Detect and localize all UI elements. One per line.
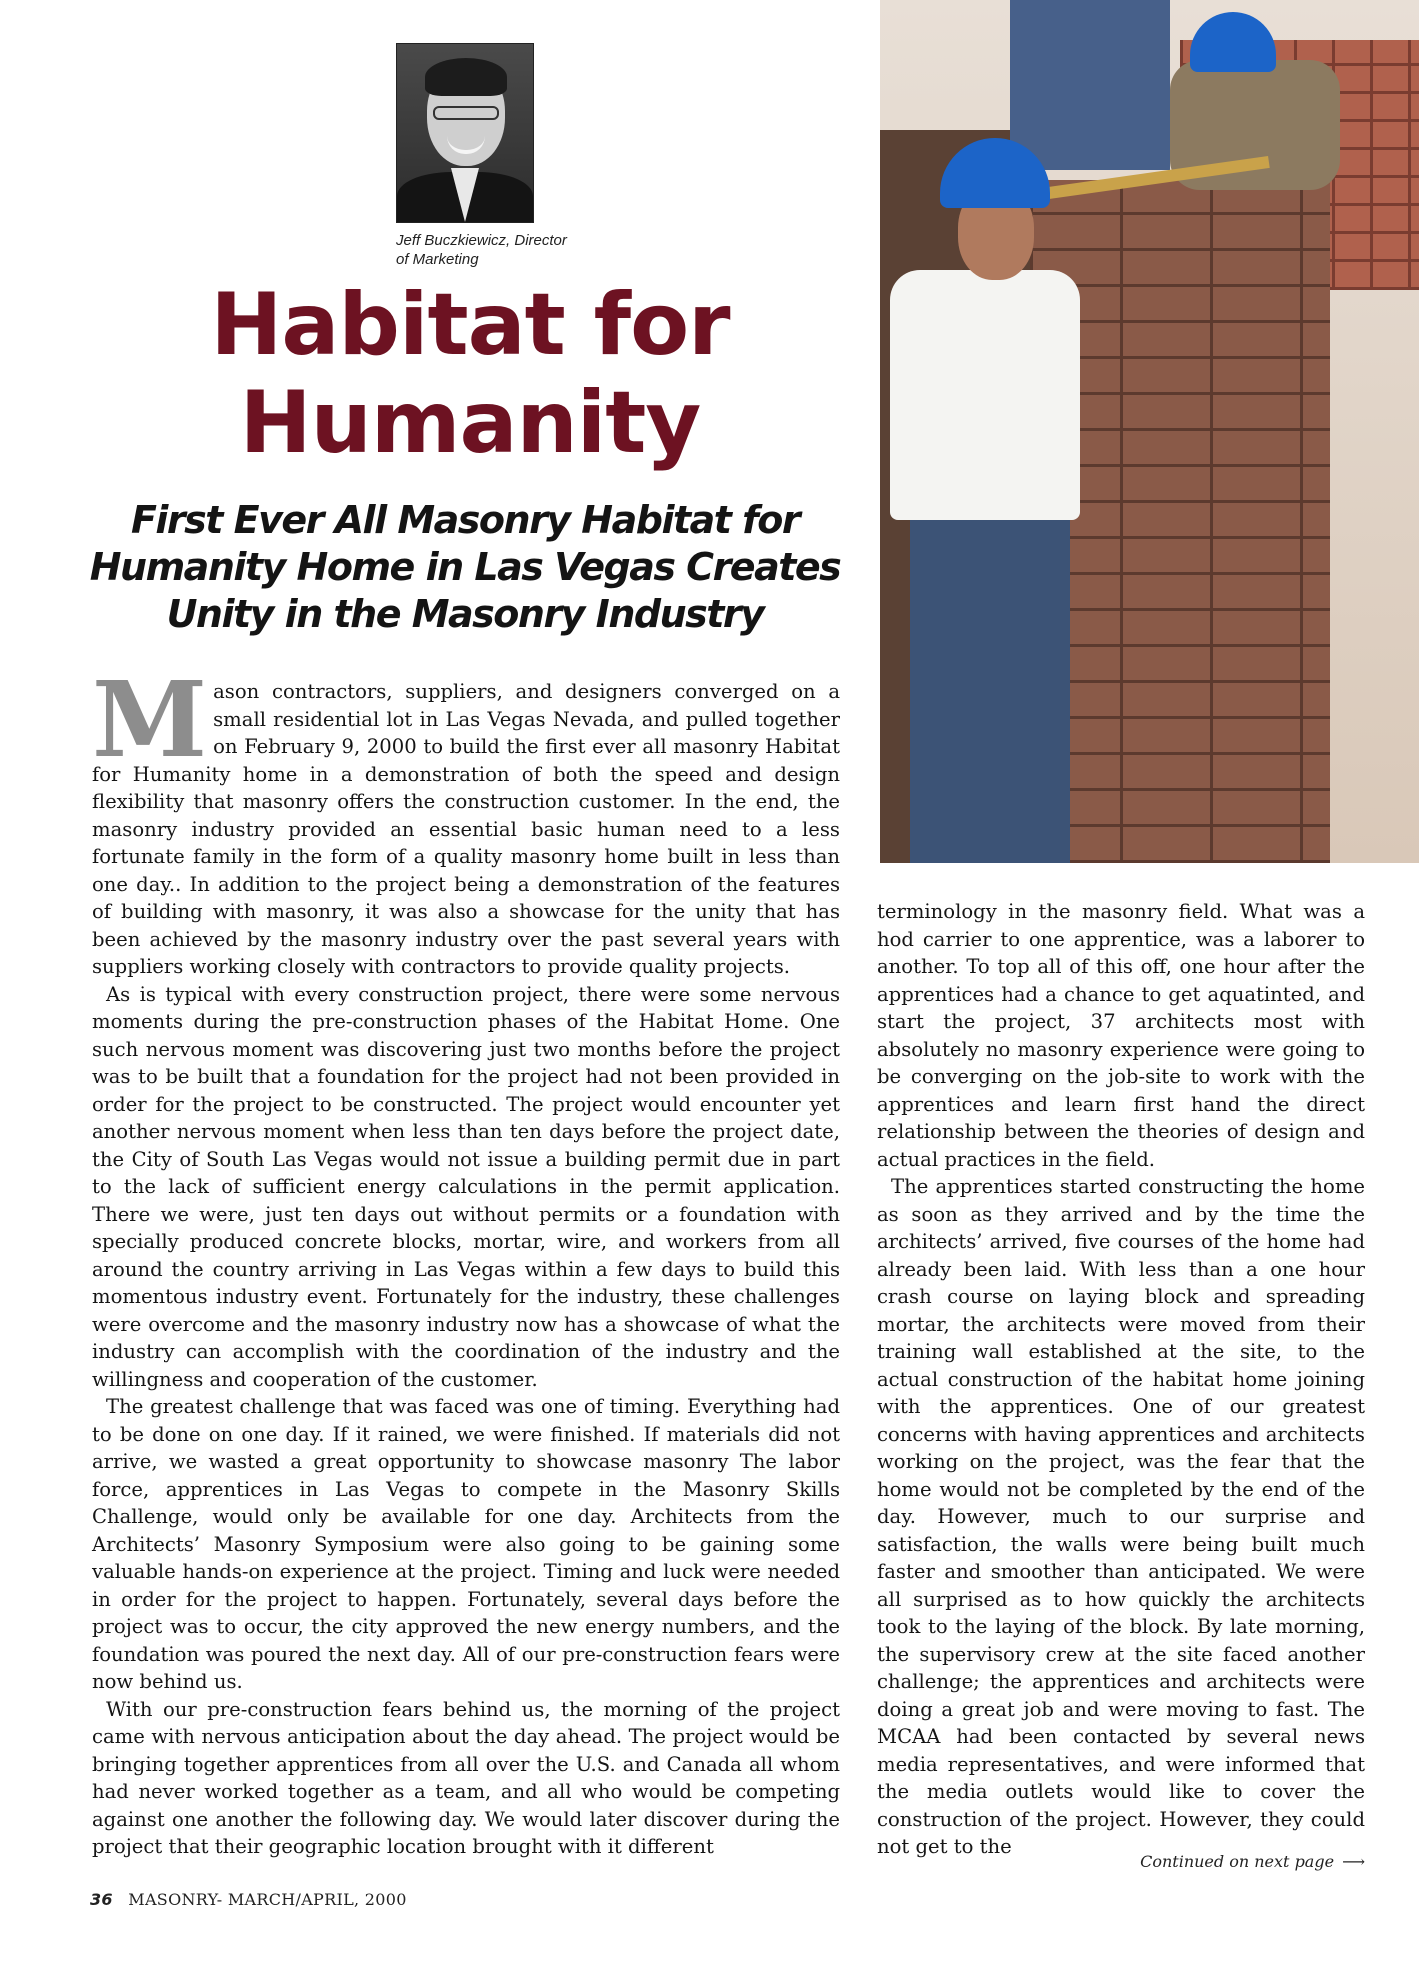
article-paragraph: As is typical with every construction project, there were some nervous moments during the pre-construction phases of the Habitat Home. One such nervous moment was discovering just two months before the project was to be built that a foundation for the project had not been provided in order for the project to be constructed. The project would encounter yet another nervous moment when less than ten days before the project date, the City of South Las Vegas would not issue a building permit due in part to the lack of sufficient energy calculations in the permit application. There we were, just ten days out without permits or a foundation with specially produced concrete blocks, mortar, wire, and workers from all around the country arriving in Las Vegas within a few days to build this momentous industry event. Fortunately for the industry, these challenges were overcome and the masonry industry now has a showcase of what the industry can accomplish with the coordination of the industry and the willingness and cooperation of the customer. xyxy=(92,982,840,1391)
title-line: Habitat for xyxy=(210,275,730,375)
page-footer xyxy=(90,1890,407,1909)
publication-name: MASONRY- MARCH/APRIL, 2000 xyxy=(128,1890,407,1909)
article-subtitle xyxy=(60,497,870,638)
arrow-right-icon: ⟶ xyxy=(1342,1852,1365,1871)
article-column-left xyxy=(92,658,840,1861)
subtitle-line: Humanity Home in Las Vegas Creates xyxy=(89,545,841,589)
article-paragraph: With our pre-construction fears behind us, the morning of the project came with nervous anticipation about the day ahead. The project would be bringing together apprentices from all over the U.S. and Canada all whom had never worked together as a team, and all who would be competing against one another the following day. We would later discover during the project that their geographic location brought with it different xyxy=(92,1697,840,1858)
continued-note: Continued on next page ⟶ xyxy=(1140,1852,1365,1871)
article-paragraph: The greatest challenge that was faced was one of timing. Everything had to be done on one day. If it rained, we were finished. If materials did not arrive, we wasted a great opportunity to showcase masonry The labor force, apprentices in Las Vegas to compete in the Masonry Skills Challenge, would only be available for one day. Architects from the Architects’ Masonry Symposium were also going to be gaining some valuable hands-on experience at the project. Timing and luck were needed in order for the project to happen. Fortunately, several days before the project was to occur, the city approved the new energy numbers, and the foundation was poured the next day. All of our pre-construction fears were now behind us. xyxy=(92,1395,840,1693)
page-number: 36 xyxy=(90,1890,113,1909)
article-title xyxy=(120,276,820,472)
caption-line: Jeff Buczkiewicz, Director xyxy=(396,232,567,249)
author-headshot xyxy=(396,43,534,223)
article-paragraph: The apprentices started constructing the home as soon as they arrived and by the time the architects’ arrived, five courses of the home had already been laid. With less than a one hour crash course on laying block and spreading mortar, the architects were moved from their training wall established at the site, to the actual construction of the habitat home joining with the apprentices. One of our greatest concerns with having apprentices and architects working on the project, was the fear that the home would not be completed by the end of the day. However, much to our surprise and satisfaction, the walls were being built much faster and smoother than anticipated. We were all surprised as to how quickly the architects took to the laying of the block. By late morning, the supervisory crew at the site faced another challenge; the apprentices and architects were doing a great job and were moving to fast. The MCAA had been contacted by several news media representatives, and were informed that the media outlets would like to cover the construction of the project. However, they could not get to the xyxy=(877,1175,1365,1858)
article-paragraph: Mason contractors, suppliers, and designers converged on a small residential lot in Las Vegas Nevada, and pulled together on February 9, 2000 to build the first ever all masonry Habitat for Humanity home in a demonstration of both the speed and design flexibility that masonry offers the construction customer. In the end, the masonry industry provided an essential basic human need to a less fortunate family in the form of a quality masonry home built in less than one day.. In addition to the project being a demonstration of the features of building with masonry, it was also a showcase for the unity that has been achieved by the masonry industry over the past several years with suppliers working closely with contractors to provide quality projects. xyxy=(92,658,840,978)
photo-caption xyxy=(396,231,626,269)
article-paragraph: terminology in the masonry field. What was a hod carrier to one apprentice, was a laborer to another. To top all of this off, one hour after the apprentices had a chance to get aquatinted, and start the project, 37 architects most with absolutely no masonry experience were going to be converging on the job-site to work with the apprentices and learn first hand the direct relationship between the theories of design and actual practices in the field. xyxy=(877,900,1365,1171)
subtitle-line: First Ever All Masonry Habitat for xyxy=(130,498,800,542)
drop-cap: M xyxy=(92,658,208,781)
construction-photo xyxy=(880,0,1419,863)
subtitle-line: Unity in the Masonry Industry xyxy=(166,592,764,636)
article-column-right xyxy=(877,898,1365,1861)
title-line: Humanity xyxy=(239,373,701,473)
caption-line: of Marketing xyxy=(396,251,479,268)
